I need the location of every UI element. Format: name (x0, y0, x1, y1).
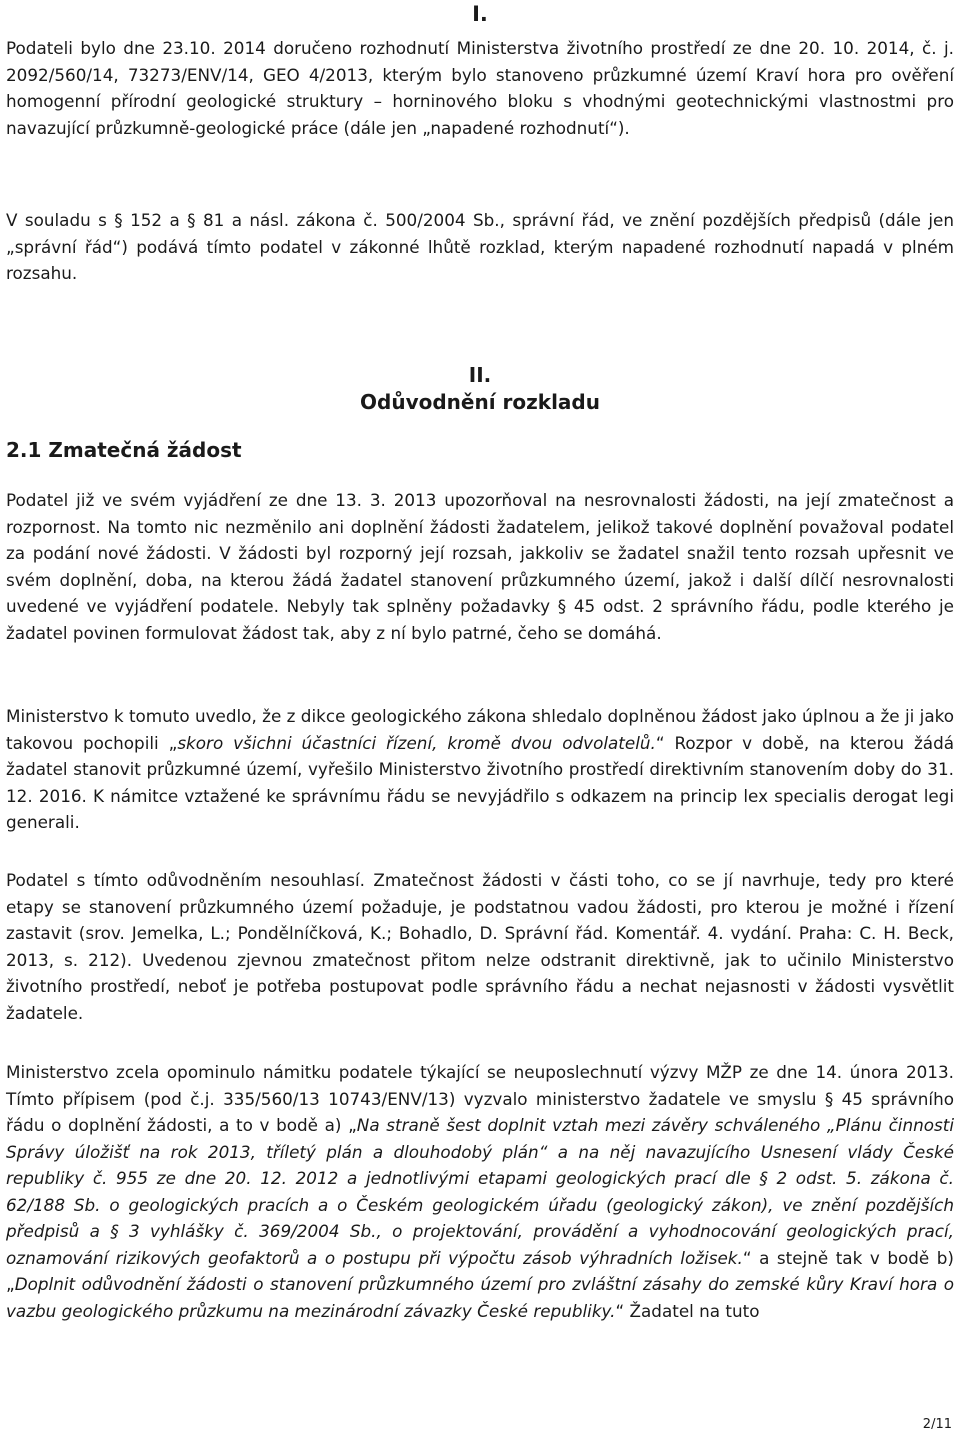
paragraph-text (6, 1059, 954, 1324)
text-run: “ a stejně tak v bodě b) „ (6, 1247, 954, 1294)
paragraph-text (6, 703, 954, 836)
paragraph-text: Podatel již ve svém vyjádření ze dne 13. 3. 2013 upozorňoval na nesrovnalosti žádosti, na její zmatečnost a rozpornost. Na tomto nic nezměnilo ani doplnění žádosti žadatelem, jelikož takové doplnění považoval podatel za podání nové žádosti. V žádosti byl rozporný její rozsah, jakkoliv se žadatel snažil tento rozsah upřesnit ve svém doplnění, doba, na kterou žádá žadatel stanovení průzkumného území, jakož i další dílčí nesrovnalosti uvedené ve vyjádření podatele. Nebyly tak splněny požadavky § 45 odst. 2 správního řádu, podle kterého je žadatel povinen formulovat žádost tak, aby z ní bylo patrné, čeho se domáhá. (6, 490, 954, 643)
omission-paragraph (6, 1059, 954, 1324)
ministry-response-paragraph (6, 703, 954, 836)
paragraph-text: Podateli bylo dne 23.10. 2014 doručeno rozhodnutí Ministerstva životního prostředí ze dne 20. 10. 2014, č. j. 2092/560/14, 73273/ENV/14, GEO 4/2013, kterým bylo stanoveno průzkumné území Kraví hora pro ověření homogenní přírodní geologické struktury – horninového bloku s vhodnými geotechnickými vlastnostmi pro navazující průzkumně-geologické práce (dále jen „napadené rozhodnutí“). (6, 38, 954, 138)
section-number: II. (468, 363, 492, 387)
paragraph-text: V souladu s § 152 a § 81 a násl. zákona č. 500/2004 Sb., správní řád, ve znění pozdějších předpisů (dále jen „správní řád“) podává tímto podatel v zákonné lhůtě rozklad, kterým napadené rozhodnutí napadá v plném rozsahu. (6, 210, 954, 283)
quoted-text: Na straně šest doplnit vztah mezi závěry schváleného „Plánu činnosti Správy úložišť na rok 2013, tříletý plán a dlouhodobý plán“ a na něj navazujícího Usnesení vlády České republiky č. 955 ze dne 20. 12. 2012 a jednotlivými etapami geologických prací dle § 2 odst. 5. zákona č. 62/188 Sb. o geologických pracích a o Českém geologickém úřadu (geologický zákon), ve znění pozdějších předpisů a § 3 vyhlášky č. 369/2004 Sb., o projektování, provádění a vyhodnocování geologických prací, oznamování rizikových geofaktorů a o postupu při výpočtu zásob výhradních ložisek. (6, 1115, 954, 1268)
text-run: Ministerstvo k tomuto uvedlo, že z dikce geologického zákona shledalo doplněnou žádost jako úplnou a že ji jako takovou pochopili „ (6, 706, 954, 753)
subsection-heading: 2.1 Zmatečná žádost (6, 438, 242, 462)
paragraph-text: Podatel s tímto odůvodněním nesouhlasí. Zmatečnost žádosti v části toho, co se jí navrhuje, tedy pro které etapy se stanovení průzkumného území požaduje, je podstatnou vadou žádosti, pro kterou je možné i řízení zastavit (srov. Jemelka, L.; Pondělníčková, K.; Bohadlo, D. Správní řád. Komentář. 4. vydání. Praha: C. H. Beck, 2013, s. 212). Uvedenou zjevnou zmatečnost přitom nelze odstranit direktivně, jak to učinilo Ministerstvo životního prostředí, neboť je potřeba postupovat podle správního řádu a nechat nejasnosti v žádosti vysvětlit žadatele. (6, 870, 954, 1023)
text-run: “ Žadatel na tuto (615, 1300, 760, 1321)
text-run: Ministerstvo zcela opominulo námitku podatele týkající se neuposlechnutí výzvy MŽP ze dne 14. února 2013. Tímto přípisem (pod č.j. 335/560/13 10743/ENV/13) vyzvalo ministerstvo žadatele ve smyslu § 45 správního řádu o doplnění žádosti, a to v bodě a) „ (6, 1062, 954, 1135)
intro-paragraph (6, 35, 954, 141)
quoted-text: Doplnit odůvodnění žádosti o stanovení průzkumného území pro zvláštní zásahy do zemské kůry Kraví hora o vazbu geologického průzkumu na mezinárodní závazky České republiky. (6, 1274, 954, 1321)
quoted-text: skoro všichni účastníci řízení, kromě dvou odvolatelů. (177, 732, 656, 753)
text-run: “ Rozpor v době, na kterou žádá žadatel stanovit průzkumné území, vyřešilo Ministerstvo životního prostředí direktivním stanovením doby do 31. 12. 2016. K námitce vztažené ke správnímu řádu se nevyjádřilo s odkazem na princip lex specialis derogat legi generali. (6, 732, 955, 832)
page-number: 2/11 (922, 1417, 952, 1432)
section-title: Odůvodnění rozkladu (360, 390, 600, 414)
objection-paragraph (6, 487, 954, 646)
appeal-paragraph (6, 207, 954, 287)
disagreement-paragraph (6, 867, 954, 1026)
section-number-top: I. (472, 2, 488, 26)
